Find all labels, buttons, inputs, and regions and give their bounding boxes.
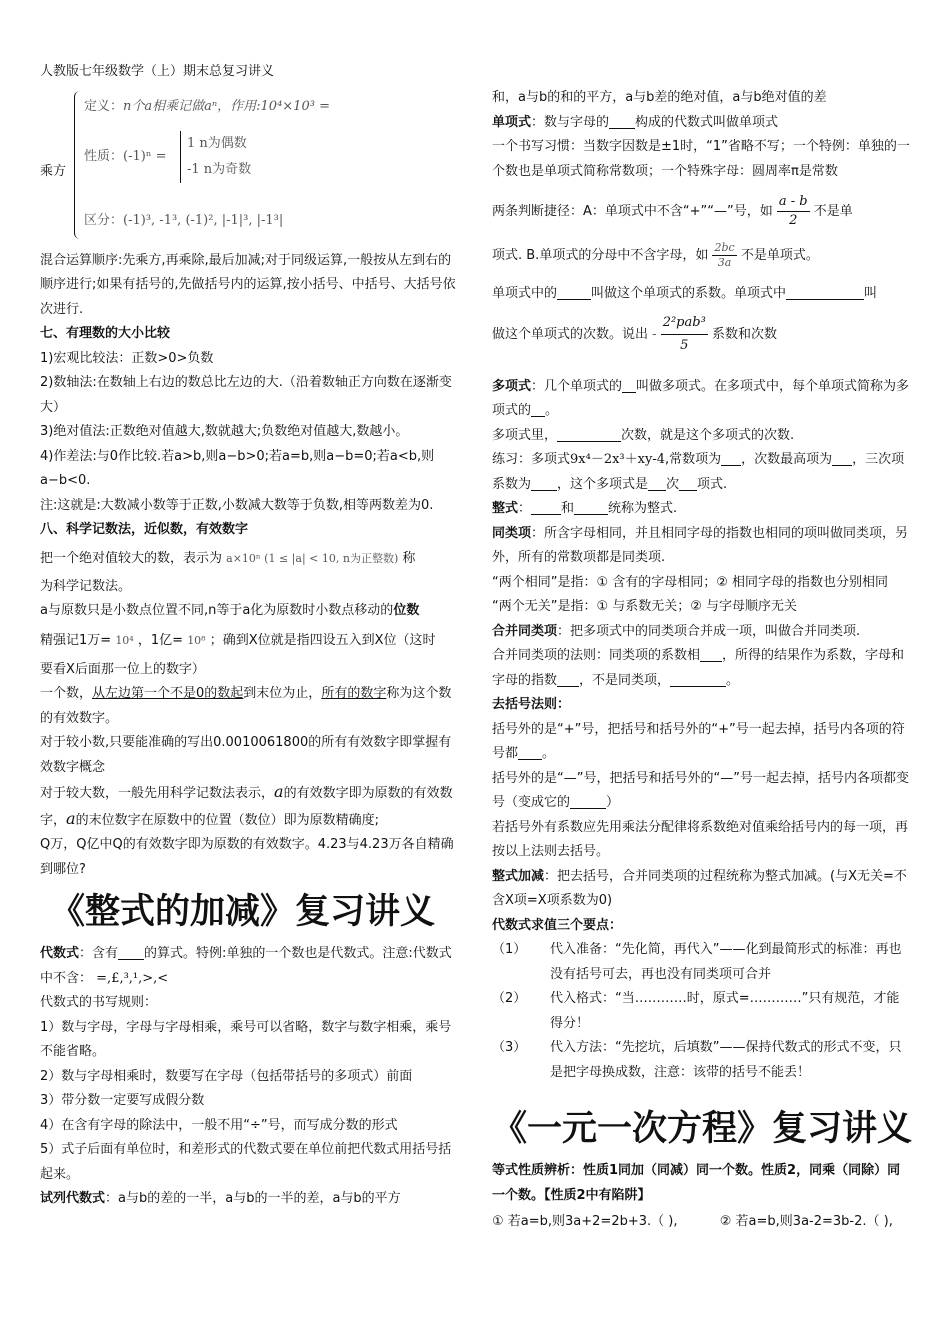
- s7-item: 1)宏观比较法：正数>0>负数: [40, 350, 214, 366]
- fill-blank[interactable]: [557, 672, 579, 687]
- add-subtract-def: 整式加减：把去括号，合并同类项的过程统称为整式加减。(与X无关=不含X项=X项系数为0): [492, 868, 907, 908]
- combine-rule: 合并同类项的法则：同类项的系数相 ，所得的结果作为系数，字母和字母的指数 ，不是同类项， 。: [492, 648, 905, 688]
- like-terms-def: 同类项：所含字母相同，并且相同字母的指数也相同的项叫做同类项，另外，所有的常数项都是同类项.: [492, 525, 909, 565]
- yi-value: 10⁸: [187, 633, 206, 647]
- exercise-continued: 和，a与b的和的平方，a与b差的绝对值，a与b绝对值的差: [492, 90, 827, 105]
- mixed-order-rule: 混合运算顺序:先乘方,再乘除,最后加减;对于同级运算,一般按从左到右的顺序进行;如果有括号的,先做括号内的运算,按小括号、中括号、大括号依次进行.: [40, 252, 456, 317]
- bracket-rule-coefficient: 若括号外有系数应先用乘法分配律将系数绝对值乘给括号内的每一项，再按以上法则去括号。: [492, 819, 909, 859]
- power-label: 乘方: [40, 163, 67, 179]
- list-expression-exercise: 试列代数式：a与b的差的一半，a与b的一半的差，a与b的平方: [40, 1191, 401, 1206]
- s7-item: 4)作差法:与0作比较.若a>b,则a−b>0;若a=b,则a−b=0;若a<b,则a−b<0.: [40, 448, 435, 488]
- fill-blank[interactable]: [609, 114, 635, 129]
- judge-rule-a: 两条判断捷径：A：单项式中不含“+”“—”号，如 $\frac{a - b}{2}$ 不是单: [492, 194, 853, 228]
- power-cases: 1 n为偶数 -1 n为奇数: [180, 131, 251, 183]
- fill-blank[interactable]: [118, 945, 144, 960]
- section-title-equation: 《一元一次方程》复习讲义: [492, 1108, 913, 1149]
- bracket-rule-plus: 括号外的是“+”号，把括号和括号外的“+”号一起去掉，括号内各项的符号都 。: [492, 721, 905, 761]
- evaluation-item: （2） 代入格式：“当…………时，原式=…………”只有规范，才能得分！: [492, 991, 900, 1031]
- bracket-rules-title: 去括号法则：: [492, 697, 571, 712]
- fill-blank[interactable]: [531, 500, 561, 515]
- equality-properties: 等式性质辨析：性质1同加（同减）同一个数。性质2，同乘（同除）同一个数。【性质2中有陷阱】: [492, 1163, 901, 1203]
- fill-blank[interactable]: [721, 451, 741, 466]
- power-definition: 定义：n个a相乘记做aⁿ，作用:10⁴×10³ =: [84, 98, 330, 114]
- writing-habit: 一个书写习惯：当数字因数是±1时，“1”省略不写；一个特例：单独的一个数也是单项式简称常数项；一个特殊字母：圆周率π是常数: [492, 139, 910, 179]
- writing-rule: 3）带分数一定要写成假分数: [40, 1093, 205, 1108]
- question-2: ② 若a=b,则3a-2=3b-2.（ ),: [719, 1214, 893, 1229]
- wan-value: 10⁴: [115, 633, 134, 647]
- bracket-rule-minus: 括号外的是“—”号，把括号和括号外的“—”号一起去掉，括号内各项都变号（变成它的 ）: [492, 770, 909, 810]
- sci-notation-line: 把一个绝对值较大的数，表示为 a×10ⁿ (1 ≤ |a| < 10, n为正整数) 称: [40, 550, 416, 566]
- fill-blank[interactable]: [531, 402, 545, 417]
- memorize-line: 精强记1万= 10⁴ ，1亿= 10⁸ ；确到X位就是指四设五入到X位（这时: [40, 632, 436, 648]
- fill-blank[interactable]: [670, 672, 726, 687]
- monomial-def: 单项式：数与字母的 构成的代数式叫做单项式: [492, 114, 779, 130]
- fill-blank[interactable]: [531, 476, 557, 491]
- coefficient-def: 单项式中的 叫做这个单项式的系数。单项式中 叫: [492, 286, 878, 301]
- degree-def: 做这个单项式的次数。说出 - $\frac{\text{2²pab³}}{5}$ 系数和次数: [492, 307, 912, 363]
- fill-blank[interactable]: [518, 745, 542, 760]
- page-header: 人教版七年级数学（上）期末总复习讲义: [40, 64, 275, 79]
- writing-rule: 1）数与字母，字母与字母相乘，乘号可以省略，数字与数字相乘，乘号不能省略。: [40, 1019, 452, 1059]
- fraction: $\frac{a - b}{2}$: [778, 194, 808, 228]
- fill-blank[interactable]: [557, 285, 591, 300]
- two-unrelated: “两个无关”是指：① 与系数无关；② 与字母顺序无关: [492, 599, 798, 614]
- sci-a-line: a与原数只是小数点位置不同,n等于a化为原数时小数点移动的位数: [40, 603, 420, 618]
- q-wan-note: Q万，Q亿中Q的有效数字即为原数的有效数字。4.23与4.23万各自精确到哪位?: [40, 837, 454, 877]
- judge-rule-b: 项式. B.单项式的分母中不含字母，如 $\frac{2bc}{3a}$ 不是单项式。: [492, 241, 819, 269]
- polynomial-def: 多项式：几个单项式的 叫做多项式。在多项式中，每个单项式简称为多项式的 。: [492, 378, 910, 418]
- writing-rules-title: 代数式的书写规则：: [40, 995, 158, 1010]
- practice-polynomial: 练习：多项式9x⁴－2x³＋xy-4,常数项为 ，次数最高项为 ，三次项系数为 ，这个多项式是 次 项式.: [492, 452, 905, 492]
- left-column: [40, 60, 460, 1212]
- large-number-note: 对于较大数，一般先用科学记数法表示，a的有效数字即为原数的有效数字，a的末位数字在原数中的位置（数位）即为原数精确度;: [40, 782, 453, 828]
- writing-rule: 2）数与字母相乘时，数要写在字母（包括带括号的多项式）前面: [40, 1068, 413, 1084]
- polynomial-degree: 多项式里， 次数，就是这个多项式的次数.: [492, 427, 795, 443]
- true-false-questions: [492, 1210, 912, 1235]
- writing-rule: 4）在含有字母的除法中，一般不用“÷”号，而写成分数的形式: [40, 1117, 398, 1133]
- sci-notation-name: 为科学记数法。: [40, 578, 132, 594]
- section-8-title: 八、科学记数法，近似数，有效数字: [40, 522, 249, 537]
- fill-blank[interactable]: [700, 647, 722, 662]
- evaluation-item: （1） 代入准备：“先化简，再代入”——化到最简形式的标准：再也没有括号可去，再也没有同类项可合并: [492, 942, 902, 982]
- sci-formula: a×10ⁿ (1 ≤ |a| < 10, n为正整数): [226, 551, 399, 565]
- fill-blank[interactable]: [832, 451, 852, 466]
- s7-item: 注:这就是:大数减小数等于正数,小数减大数等于负数,相等两数差为0.: [40, 497, 434, 513]
- power-brace-block: [40, 85, 460, 245]
- combine-like-terms-def: 合并同类项：把多项式中的同类项合并成一项，叫做合并同类项.: [492, 623, 861, 639]
- fill-blank[interactable]: [574, 500, 608, 515]
- memorize-line-2: 要看X后面那一位上的数字）: [40, 661, 205, 677]
- fraction: $\frac{2bc}{3a}$: [714, 241, 735, 269]
- evaluation-title: 代数式求值三个要点：: [492, 917, 623, 933]
- fill-blank[interactable]: [622, 378, 636, 393]
- power-distinguish: 区分：(-1)³, -1³, (-1)², |-1|³, |-1³|: [84, 212, 284, 228]
- fill-blank[interactable]: [570, 794, 606, 809]
- sig-digit-def: 一个数，从左边第一个不是0的数起到末位为止，所有的数字称为这个数的有效数字。: [40, 686, 452, 726]
- fill-blank[interactable]: [679, 476, 697, 491]
- question-1: ① 若a=b,则3a+2=2b+3.（ ),: [492, 1214, 678, 1229]
- algebraic-expression-def: 代数式：含有 的算式。特例:单独的一个数也是代数式。注意:代数式中不含： =,£,³,¹,>,<: [40, 946, 452, 986]
- fraction: $\frac{\text{2²pab³}}{5}$: [661, 312, 708, 357]
- right-column: [492, 86, 912, 1235]
- integral-expression-def: 整式： 和 统称为整式.: [492, 501, 678, 516]
- fill-blank[interactable]: [786, 285, 864, 300]
- fill-blank[interactable]: [648, 476, 666, 491]
- section-7-title: 七、有理数的大小比较: [40, 326, 171, 341]
- power-property: 性质：(-1)ⁿ =: [84, 148, 167, 164]
- two-same: “两个相同”是指：① 含有的字母相同；② 相同字母的指数也分别相同: [492, 574, 889, 590]
- fill-blank[interactable]: [557, 427, 621, 442]
- left-brace: [74, 91, 83, 239]
- s7-item: 3)绝对值法:正数绝对值越大,数就越大;负数绝对值越大,数越小。: [40, 424, 409, 439]
- writing-rule: 5）式子后面有单位时，和差形式的代数式要在单位前把代数式用括号括起来。: [40, 1142, 452, 1182]
- evaluation-item: （3） 代入方法：“先挖坑，后填数”——保持代数式的形式不变，只是把字母换成数，注意：该带的括号不能丢！: [492, 1040, 902, 1080]
- section-title-polynomial: 《整式的加减》复习讲义: [50, 891, 436, 932]
- s7-item: 2)数轴法:在数轴上右边的数总比左边的大.（沿着数轴正方向数在逐渐变大）: [40, 375, 452, 415]
- small-number-note: 对于较小数,只要能准确的写出0.0010061800的所有有效数字即掌握有效数字概念: [40, 735, 452, 775]
